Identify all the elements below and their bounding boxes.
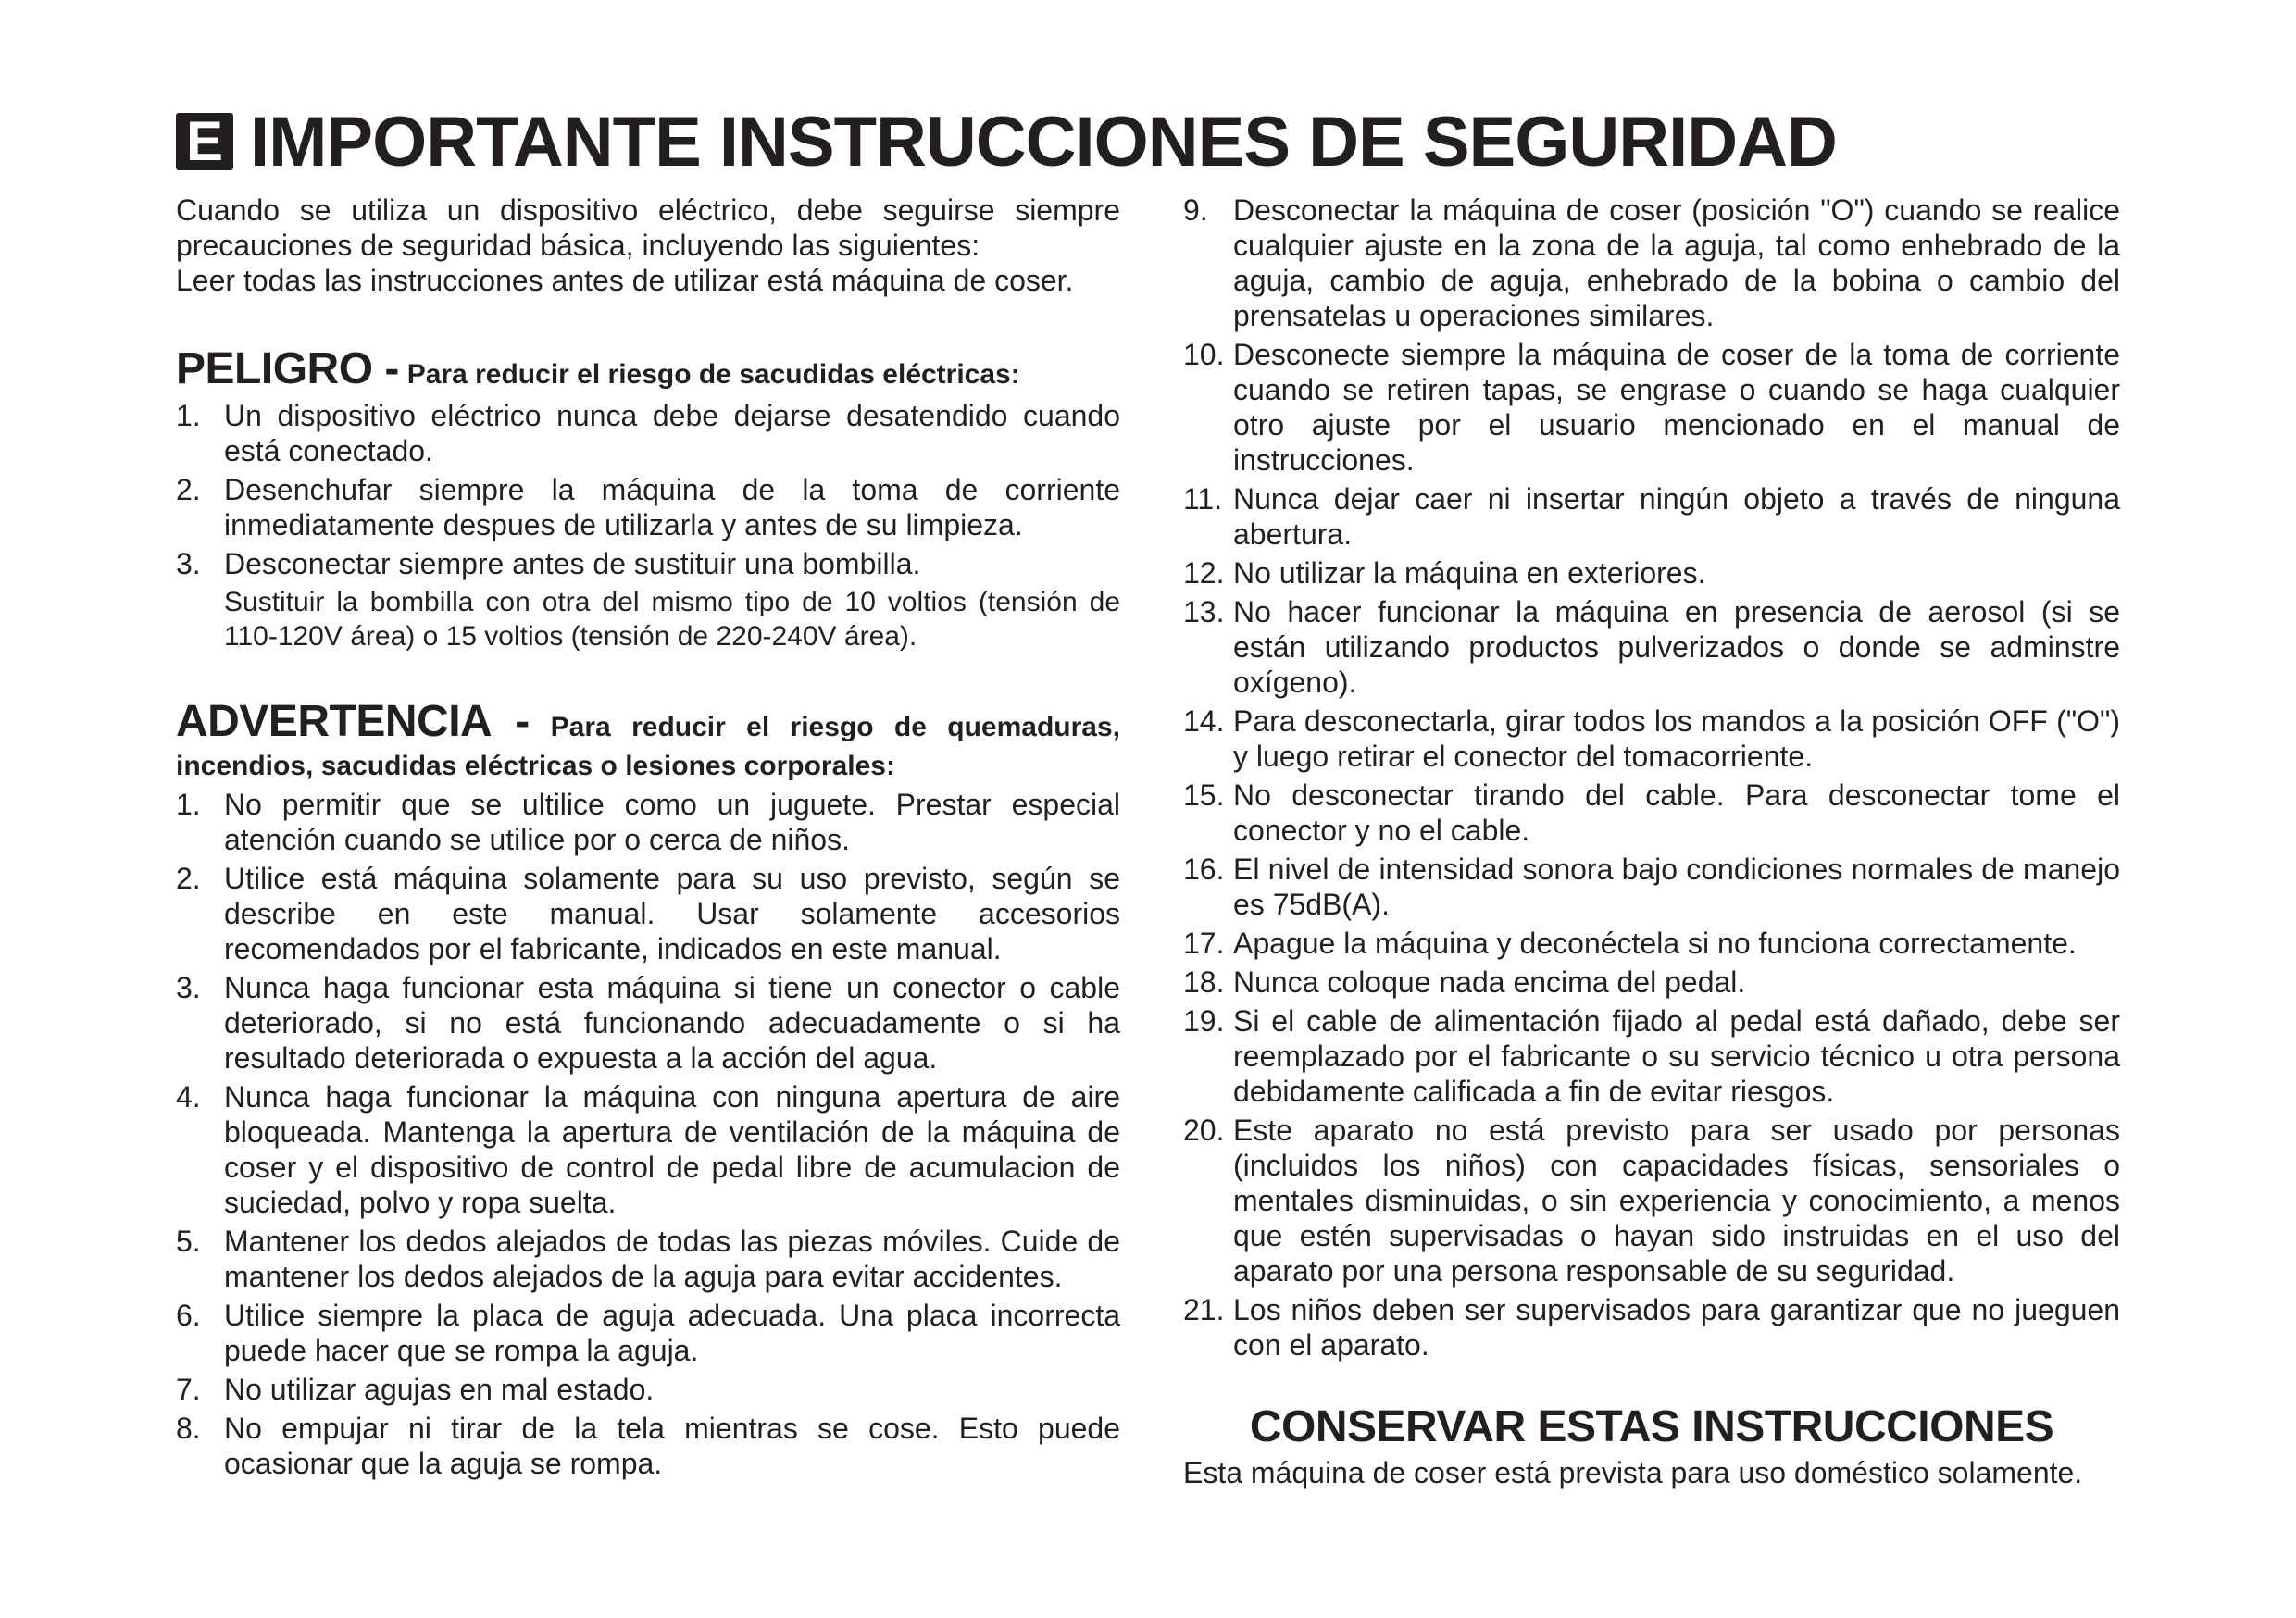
item-number: 2. (176, 862, 201, 895)
list-item (1183, 1113, 2120, 1288)
item-text: Desconectar la máquina de coser (posición "O") cuando se realice cualquier ajuste en la zona de la aguja, tal como enhebrado de la aguja, cambio de aguja, enhebrado de la bobina o cambio del prensatelas u operaciones similares. (1233, 193, 2120, 332)
page-title: IMPORTANTE INSTRUCCIONES DE SEGURIDAD (250, 102, 1837, 181)
item-text: Desconectar siempre antes de sustituir una bombilla. (224, 547, 921, 580)
list-item (176, 861, 1120, 966)
item-text: Nunca haga funcionar la máquina con ninguna apertura de aire bloqueada. Mantenga la apertura de ventilación de la máquina de coser y el dispositivo de control de pedal libre de acumulacion de suciedad, polvo y ropa suelta. (224, 1080, 1120, 1219)
item-text: Nunca haga funcionar esta máquina si tiene un conector o cable deteriorado, si no está funcionando adecuadamente o si ha resultado deteriorada o expuesta a la acción del agua. (224, 971, 1120, 1075)
list-item (176, 1079, 1120, 1220)
list-item (1183, 778, 2120, 848)
item-number: 12. (1183, 556, 1225, 590)
item-text: El nivel de intensidad sonora bajo condiciones normales de manejo es 75dB(A). (1233, 853, 2120, 921)
item-number: 3. (176, 971, 201, 1004)
warning-subtitle: Para reducir el riesgo de quemaduras, incendios, sacudidas eléctricas o lesiones corporales: (176, 712, 1120, 781)
list-item (176, 398, 1120, 468)
list-item (1183, 965, 2120, 1000)
list-item (1183, 703, 2120, 774)
list-item (1183, 337, 2120, 478)
list-item (1183, 481, 2120, 552)
list-item (176, 1411, 1120, 1481)
intro-paragraph: Cuando se utiliza un dispositivo eléctrico, debe seguirse siempre precauciones de seguridad básica, incluyendo las siguientes: (176, 193, 1120, 262)
left-column (176, 193, 1120, 1485)
item-text: Desenchufar siempre la máquina de la toma de corriente inmediatamente despues de utilizarla y antes de su limpieza. (224, 473, 1120, 541)
item-text: Los niños deben ser supervisados para garantizar que no jueguen con el aparato. (1233, 1293, 2120, 1362)
item-number: 16. (1183, 853, 1225, 886)
domestic-use-note: Esta máquina de coser está prevista para uso doméstico solamente. (1183, 1456, 2083, 1489)
list-item (1183, 1292, 2120, 1363)
list-item (176, 1298, 1120, 1368)
warning-heading (176, 697, 1120, 785)
item-text: Este aparato no está previsto para ser usado por personas (incluidos los niños) con capacidades físicas, sensoriales o mentales disminuidas, o sin experiencia y conocimiento, a menos que estén supervisadas o hayan sido instruidas en el uso del aparato por una persona responsable de su seguridad. (1233, 1114, 2120, 1288)
item-number: 9. (1183, 193, 1208, 227)
item-number: 3. (176, 547, 201, 580)
item-number: 13. (1183, 595, 1225, 629)
list-item (176, 1224, 1120, 1294)
item-text: Utilice siempre la placa de aguja adecuada. Una placa incorrecta puede hacer que se rompa la aguja. (224, 1299, 1120, 1367)
warning-list-right (1183, 193, 2120, 1363)
item-text: Para desconectarla, girar todos los mandos a la posición OFF ("O") y luego retirar el conector del tomacorriente. (1233, 704, 2120, 773)
list-item (176, 472, 1120, 542)
item-number: 4. (176, 1080, 201, 1114)
list-item (1183, 594, 2120, 700)
language-badge: E (176, 113, 233, 170)
item-number: 19. (1183, 1004, 1225, 1038)
item-number: 2. (176, 473, 201, 506)
right-column (1183, 193, 2120, 1490)
item-text: No desconectar tirando del cable. Para desconectar tome el conector y no el cable. (1233, 778, 2120, 847)
item-number: 5. (176, 1225, 201, 1258)
warning-list-left (176, 787, 1120, 1481)
item-number: 6. (176, 1299, 201, 1332)
item-number: 1. (176, 399, 201, 432)
danger-heading (176, 344, 1120, 396)
item-number: 8. (176, 1412, 201, 1445)
item-number: 10. (1183, 338, 1225, 371)
danger-list (176, 398, 1120, 581)
item-number: 17. (1183, 927, 1225, 960)
item-number: 18. (1183, 965, 1225, 999)
item-text: Desconecte siempre la máquina de coser de la toma de corriente cuando se retiren tapas, se engrase o cuando se haga cualquier otro ajuste por el usuario mencionado en el manual de instrucciones. (1233, 338, 2120, 477)
title-row (176, 100, 1837, 183)
item-text: Si el cable de alimentación fijado al pedal está dañado, debe ser reemplazado por el fabricante o su servicio técnico u otra persona debidamente calificada a fin de evitar riesgos. (1233, 1004, 2120, 1108)
item-text: No empujar ni tirar de la tela mientras se cose. Esto puede ocasionar que la aguja se rompa. (224, 1412, 1120, 1480)
save-instructions-title: CONSERVAR ESTAS INSTRUCCIONES (1249, 1402, 2054, 1451)
list-item (1183, 852, 2120, 922)
item-text: No utilizar la máquina en exteriores. (1233, 556, 1706, 590)
danger-subtitle: Para reducir el riesgo de sacudidas eléctricas: (406, 359, 1020, 390)
intro-read-all: Leer todas las instrucciones antes de utilizar está máquina de coser. (176, 264, 1074, 297)
item-number: 15. (1183, 778, 1225, 812)
list-item (1183, 926, 2120, 961)
item-text: No hacer funcionar la máquina en presencia de aerosol (si se están utilizando productos pulverizados o donde se adminstre oxígeno). (1233, 595, 2120, 699)
item-number: 14. (1183, 704, 1225, 738)
list-item (176, 970, 1120, 1076)
list-item (176, 787, 1120, 857)
item-number: 11. (1183, 482, 1223, 516)
list-item (1183, 193, 2120, 333)
list-item (1183, 555, 2120, 591)
list-item (176, 1372, 1120, 1407)
item-number: 1. (176, 788, 201, 821)
item-text: Mantener los dedos alejados de todas las piezas móviles. Cuide de mantener los dedos alejados de la aguja para evitar accidentes. (224, 1225, 1120, 1293)
item-text: Nunca coloque nada encima del pedal. (1233, 965, 1746, 999)
warning-title: ADVERTENCIA - (176, 697, 530, 746)
danger-title: PELIGRO - (176, 344, 399, 393)
item-text: Apague la máquina y deconéctela si no funciona correctamente. (1233, 927, 2077, 960)
list-item (176, 546, 1120, 581)
item-text: Nunca dejar caer ni insertar ningún objeto a través de ninguna abertura. (1233, 482, 2120, 551)
item-text: No utilizar agujas en mal estado. (224, 1373, 655, 1406)
item-number: 7. (176, 1373, 201, 1406)
bulb-note: Sustituir la bombilla con otra del mismo tipo de 10 voltios (tensión de 110-120V área) o 15 voltios (tensión de 220-240V área). (224, 587, 1120, 652)
item-number: 21. (1183, 1293, 1225, 1326)
item-text: Un dispositivo eléctrico nunca debe dejarse desatendido cuando está conectado. (224, 399, 1120, 467)
item-text: No permitir que se ultilice como un juguete. Prestar especial atención cuando se utilice por o cerca de niños. (224, 788, 1120, 856)
item-text: Utilice está máquina solamente para su uso previsto, según se describe en este manual. Usar solamente accesorios recomendados por el fabricante, indicados en este manual. (224, 862, 1120, 965)
list-item (1183, 1003, 2120, 1109)
item-number: 20. (1183, 1114, 1225, 1147)
